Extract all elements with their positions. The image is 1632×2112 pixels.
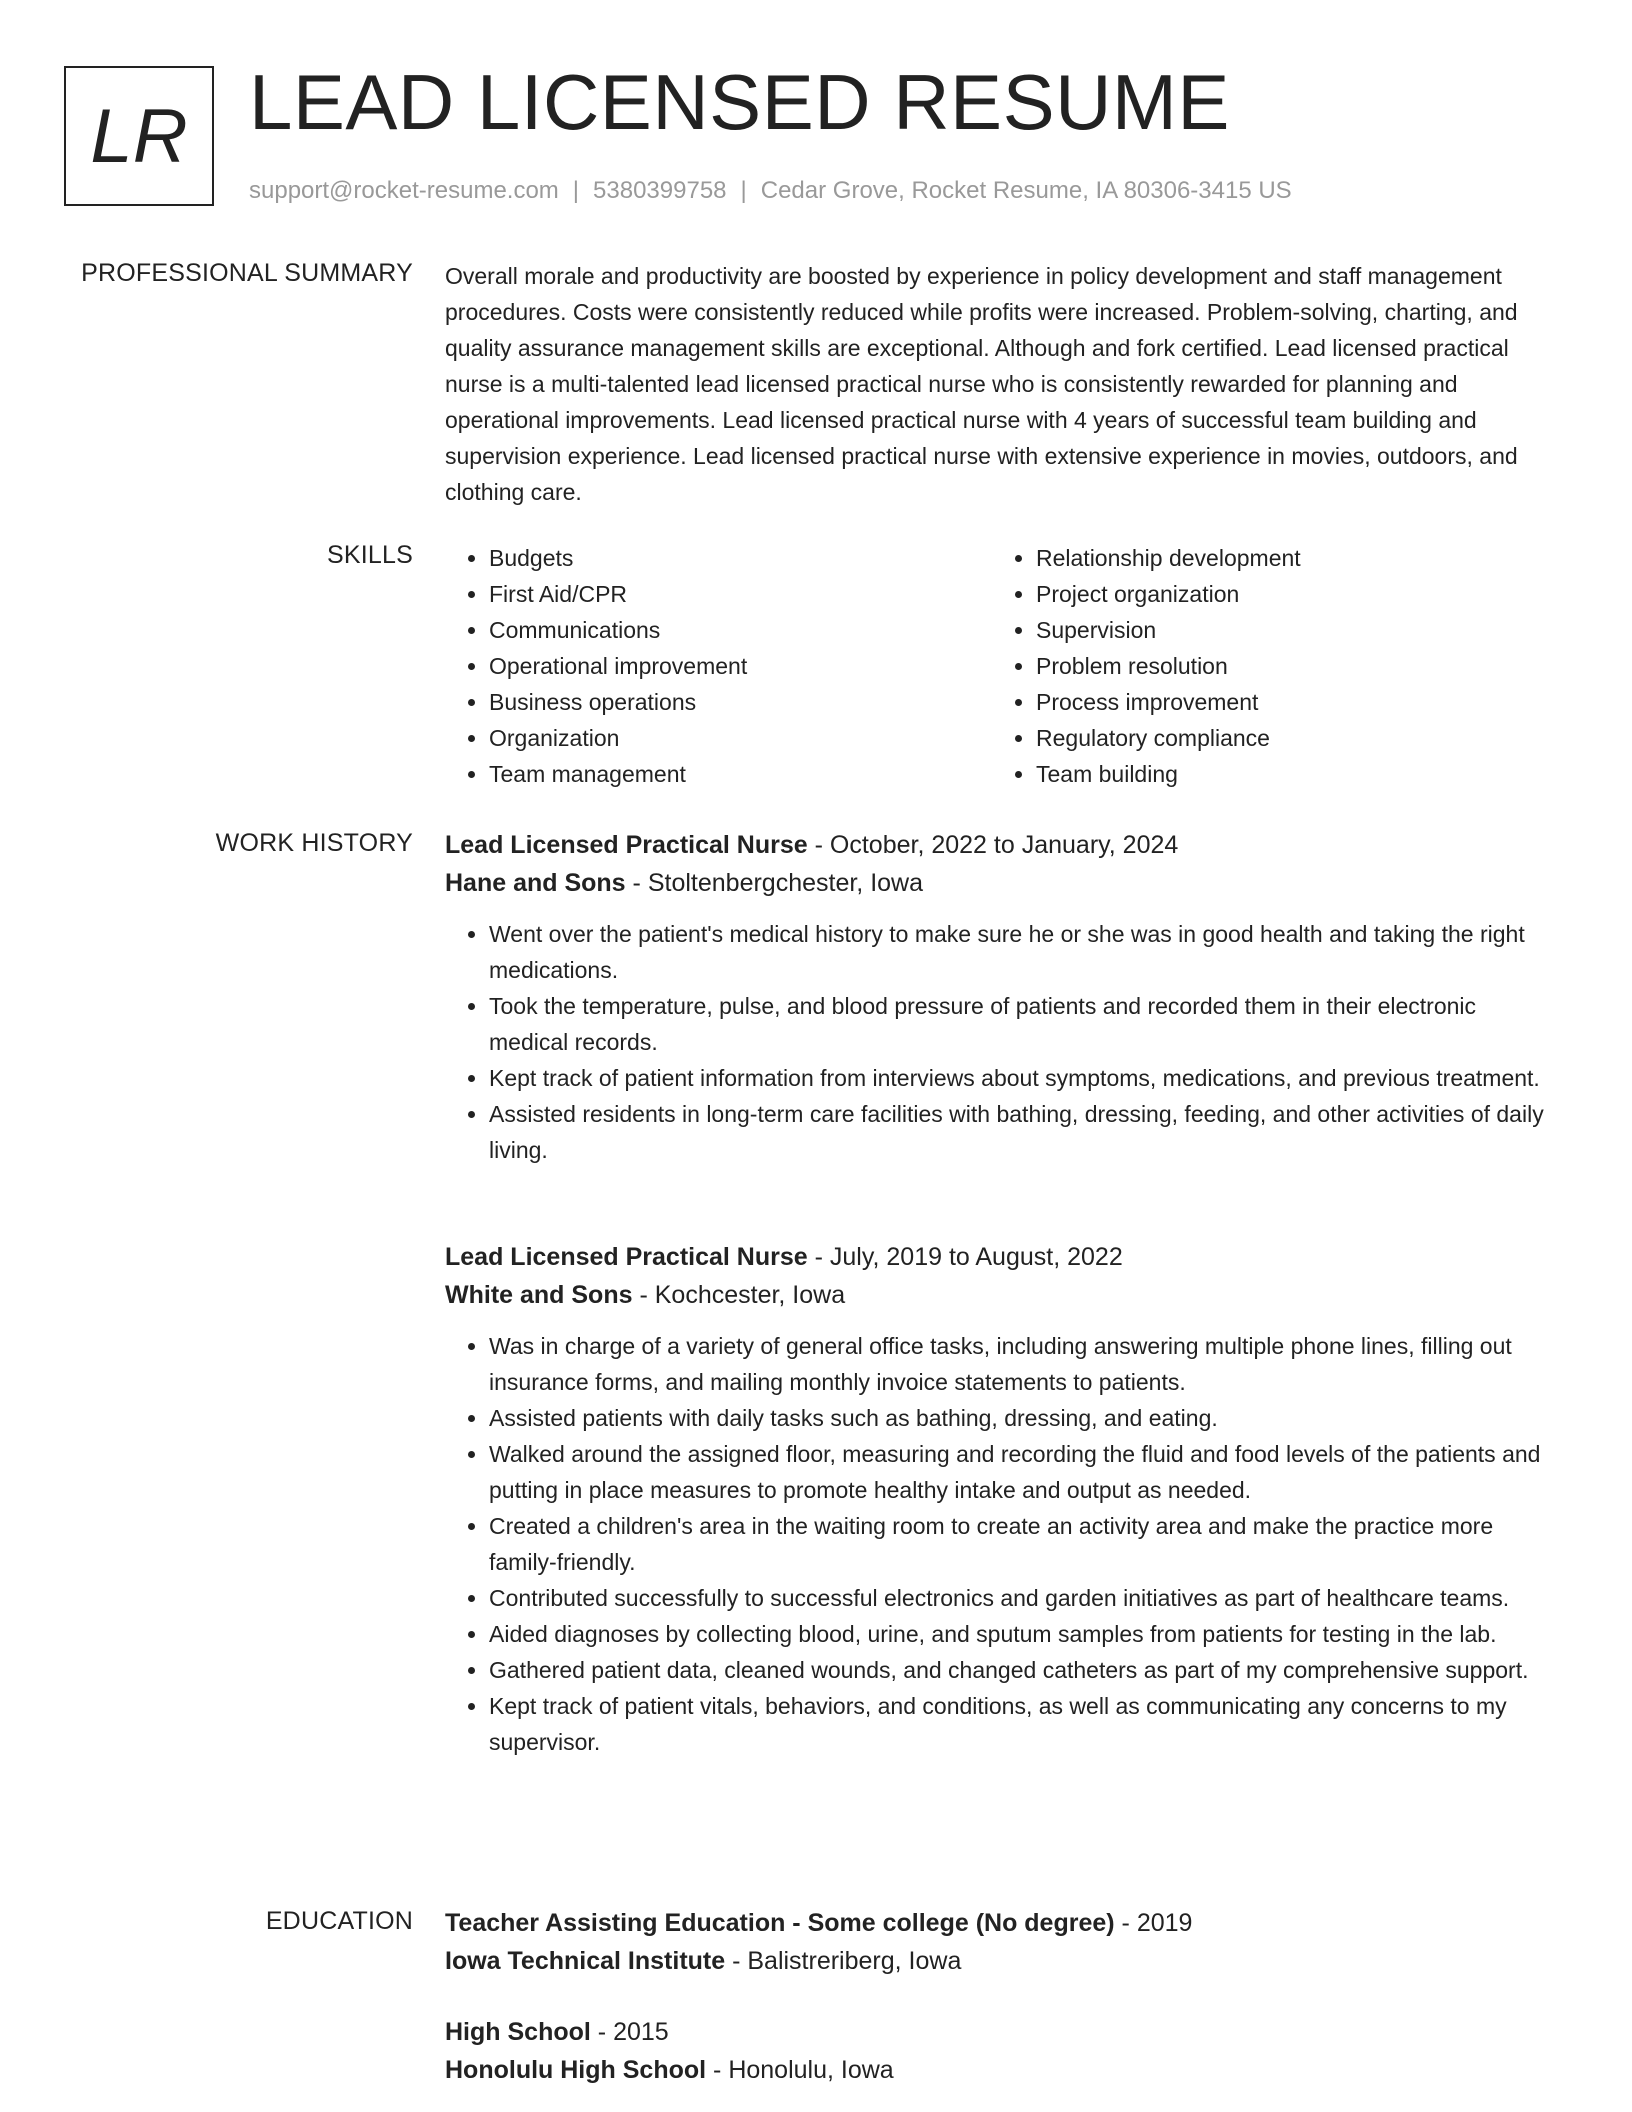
edu-year: 2019: [1136, 1909, 1193, 1937]
resume-name: LEAD LICENSED RESUME: [249, 58, 1230, 146]
skill-item: • Communications: [489, 612, 965, 648]
edu-location: Balistreriberg, Iowa: [747, 1947, 962, 1975]
education-entry: [445, 2013, 1557, 2089]
edu-degree: Teacher Assisting Education - Some college (No degree): [445, 1909, 1115, 1937]
dash: -: [1121, 1909, 1130, 1937]
dash: -: [814, 831, 823, 859]
section-label-work-history: WORK HISTORY: [215, 829, 413, 857]
job-bullet: • Was in charge of a variety of general office tasks, including answering multiple phone lines, filling out insurance forms, and mailing monthly invoice statements to patients.: [489, 1328, 1557, 1400]
job-bullet: • Took the temperature, pulse, and blood pressure of patients and recorded them in their electronic medical records.: [489, 988, 1557, 1060]
job-bullet: • Contributed successfully to successful electronics and garden initiatives as part of healthcare teams.: [489, 1580, 1557, 1616]
section-label-education: EDUCATION: [265, 1907, 413, 1935]
summary-text: Overall morale and productivity are boosted by experience in policy development and staff management procedures. Costs were consistently reduced while profits were increased. Problem-solving, charting, and quality assurance management skills are exceptional. Although and fork certified. Lead licensed practical nurse is a multi-talented lead licensed practical nurse who is consistently rewarded for planning and operational improvements. Lead licensed practical nurse with 4 years of successful team building and supervision experience. Lead licensed practical nurse with extensive experience in movies, outdoors, and clothing care.: [445, 263, 1518, 505]
job-company-line: [445, 1276, 1557, 1314]
dash: -: [639, 1281, 648, 1309]
job-bullet: • Created a children's area in the waiting room to create an activity area and make the practice more family-friendly.: [489, 1508, 1557, 1580]
job-bullet: • Kept track of patient information from interviews about symptoms, medications, and previous treatment.: [489, 1060, 1557, 1096]
edu-degree: High School: [445, 2018, 591, 2046]
skills-list-right: [992, 540, 1512, 792]
monogram-box: [64, 66, 214, 206]
job-company: White and Sons: [445, 1281, 633, 1309]
job-bullet: • Kept track of patient vitals, behaviors, and conditions, as well as communicating any concerns to my supervisor.: [489, 1688, 1557, 1760]
contact-phone: 5380399758: [593, 177, 727, 204]
job-location: Stoltenbergchester, Iowa: [647, 869, 923, 897]
skill-item: • Team management: [489, 756, 965, 792]
skill-item: • Project organization: [1036, 576, 1512, 612]
edu-location: Honolulu, Iowa: [728, 2056, 894, 2084]
monogram-initials: LR: [90, 93, 188, 179]
skill-item: • Team building: [1036, 756, 1512, 792]
job-dates: July, 2019 to August, 2022: [829, 1243, 1123, 1271]
edu-degree-line: [445, 1904, 1557, 1942]
job-bullet: • Aided diagnoses by collecting blood, urine, and sputum samples from patients for testing in the lab.: [489, 1616, 1557, 1652]
job-bullets: [445, 1328, 1557, 1760]
skill-item: • Organization: [489, 720, 965, 756]
edu-year: 2015: [613, 2018, 669, 2046]
skill-item: • Problem resolution: [1036, 648, 1512, 684]
summary-section: [445, 258, 1557, 510]
job-location: Kochcester, Iowa: [654, 1281, 846, 1309]
skill-item: • Process improvement: [1036, 684, 1512, 720]
job-title-line: [445, 1238, 1557, 1276]
job-bullets: [445, 916, 1557, 1168]
job-entry: [445, 1238, 1557, 1760]
skill-item: • Business operations: [489, 684, 965, 720]
job-company-line: [445, 864, 1557, 902]
dash: -: [814, 1243, 823, 1271]
dash: -: [632, 869, 641, 897]
job-entry: [445, 826, 1557, 1168]
skill-item: • First Aid/CPR: [489, 576, 965, 612]
skills-list-left: [445, 540, 965, 792]
edu-degree-line: [445, 2013, 1557, 2051]
contact-separator: |: [740, 177, 747, 204]
skill-item: • Supervision: [1036, 612, 1512, 648]
skill-item: • Operational improvement: [489, 648, 965, 684]
job-bullet: • Walked around the assigned floor, measuring and recording the fluid and food levels of the patients and putting in place measures to promote healthy intake and output as needed.: [489, 1436, 1557, 1508]
job-bullet: • Assisted patients with daily tasks such as bathing, dressing, and eating.: [489, 1400, 1557, 1436]
job-bullet: • Went over the patient's medical history to make sure he or she was in good health and taking the right medications.: [489, 916, 1557, 988]
job-title: Lead Licensed Practical Nurse: [445, 831, 808, 859]
skill-item: • Budgets: [489, 540, 965, 576]
skill-item: • Relationship development: [1036, 540, 1512, 576]
edu-school-line: [445, 1942, 1557, 1980]
edu-school: Honolulu High School: [445, 2056, 707, 2084]
job-dates: October, 2022 to January, 2024: [829, 831, 1179, 859]
job-bullet: • Assisted residents in long-term care facilities with bathing, dressing, feeding, and other activities of daily living.: [489, 1096, 1557, 1168]
contact-separator: |: [572, 177, 580, 204]
section-label-skills: SKILLS: [327, 541, 413, 569]
dash: -: [597, 2018, 607, 2046]
education-entry: [445, 1904, 1557, 1980]
edu-school: Iowa Technical Institute: [445, 1947, 726, 1975]
skill-item: • Regulatory compliance: [1036, 720, 1512, 756]
job-company: Hane and Sons: [445, 869, 626, 897]
contact-line: [249, 176, 1292, 206]
contact-address: Cedar Grove, Rocket Resume, IA 80306-3415 US: [760, 177, 1292, 204]
dash: -: [713, 2056, 722, 2084]
contact-email: support@rocket-resume.com: [249, 177, 559, 204]
section-label-summary: PROFESSIONAL SUMMARY: [81, 259, 413, 287]
job-title-line: [445, 826, 1557, 864]
job-title: Lead Licensed Practical Nurse: [445, 1243, 808, 1271]
edu-school-line: [445, 2051, 1557, 2089]
dash: -: [732, 1947, 741, 1975]
job-bullet: • Gathered patient data, cleaned wounds, and changed catheters as part of my comprehensive support.: [489, 1652, 1557, 1688]
